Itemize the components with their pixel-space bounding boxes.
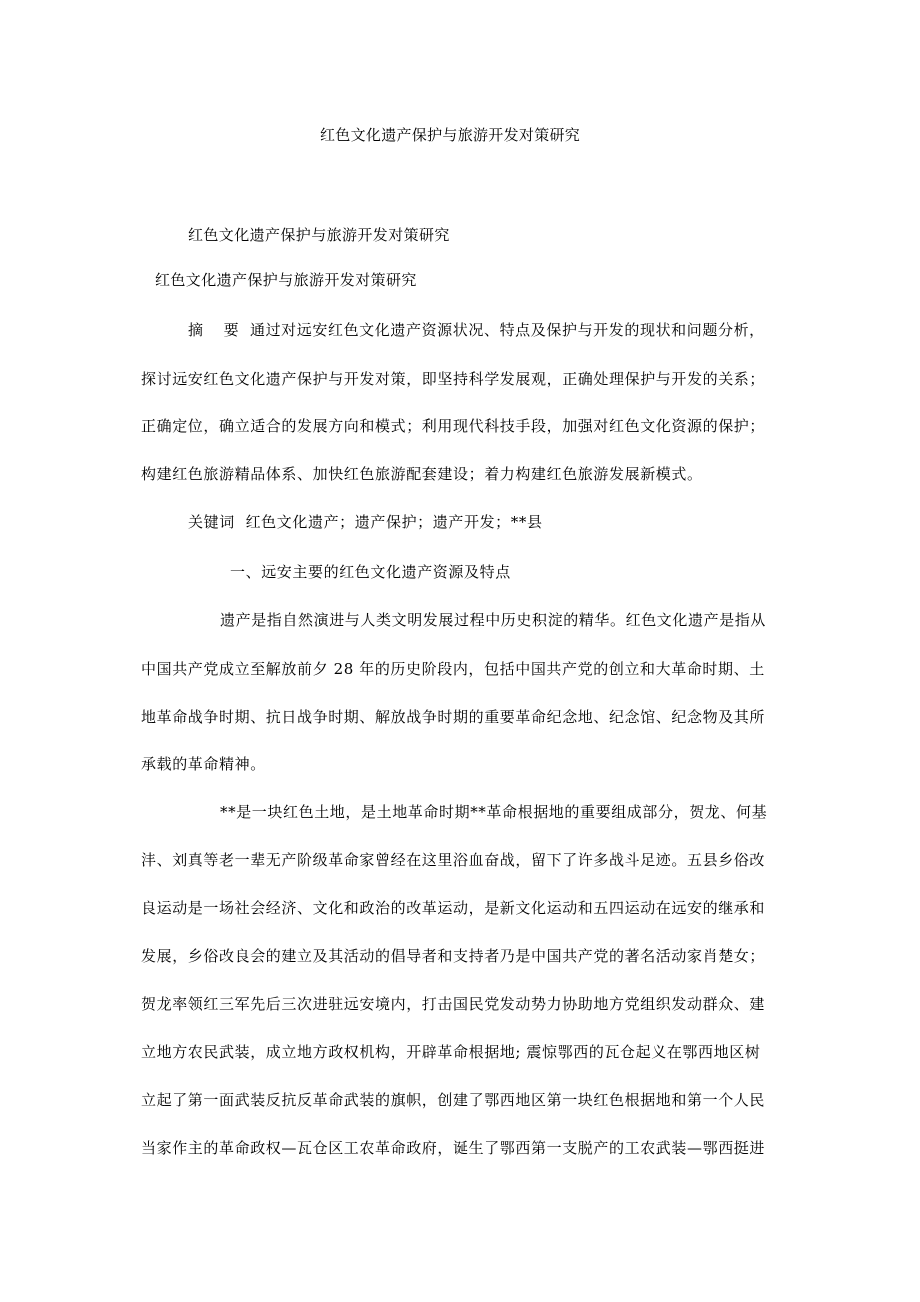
paragraph-line: 当家作主的革命政权—瓦仓区工农革命政府，诞生了鄂西第一支脱产的工农武装—鄂西挺进 (141, 1139, 766, 1157)
paragraph-line: 立起了第一面武装反抗反革命武装的旗帜，创建了鄂西地区第一块红色根据地和第一个人民 (141, 1091, 766, 1109)
paragraph-line: 良运动是一场社会经济、文化和政治的改革运动，是新文化运动和五四运动在远安的继承和 (141, 899, 766, 917)
subtitle-2: 红色文化遗产保护与旅游开发对策研究 (155, 271, 417, 289)
abstract-line: 探讨远安红色文化遗产保护与开发对策，即坚持科学发展观，正确处理保护与开发的关系； (141, 370, 766, 388)
abstract-label-b: 要 (223, 321, 240, 339)
keywords-label: 关键词 (188, 513, 235, 531)
paragraph-line: 立地方农民武装，成立地方政权机构，开辟革命根据地; 震惊鄂西的瓦仓起义在鄂西地区树 (141, 1043, 761, 1061)
abstract-line: 通过对远安红色文化遗产资源状况、特点及保护与开发的现状和问题分析， (249, 321, 765, 339)
abstract-first-line (188, 320, 765, 340)
document-title: 红色文化遗产保护与旅游开发对策研究 (320, 126, 581, 144)
abstract-line: 正确定位，确立适合的发展方向和模式；利用现代科技手段，加强对红色文化资源的保护； (141, 417, 766, 435)
paragraph-line: **是一块红色土地，是土地革命时期**革命根据地的重要组成部分，贺龙、何基 (220, 803, 768, 821)
paragraph-line: 贺龙率领红三军先后三次进驻远安境内，打击国民党发动势力协助地方党组织发动群众、建 (141, 995, 766, 1013)
subtitle-1: 红色文化遗产保护与旅游开发对策研究 (188, 226, 450, 244)
paragraph-line: 地革命战争时期、抗日战争时期、解放战争时期的重要革命纪念地、纪念馆、纪念物及其所 (141, 708, 766, 726)
keywords-line (188, 512, 543, 532)
abstract-line: 构建红色旅游精品体系、加快红色旅游配套建设；着力构建红色旅游发展新模式。 (141, 465, 703, 483)
paragraph-line: 遗产是指自然演进与人类文明发展过程中历史积淀的精华。红色文化遗产是指从 (220, 611, 767, 629)
paragraph-line: 中国共产党成立至解放前夕 28 年的历史阶段内，包括中国共产党的创立和大革命时期、土 (141, 660, 765, 678)
paragraph-line: 承载的革命精神。 (141, 755, 266, 773)
keywords-text: 红色文化遗产；遗产保护；遗产开发；**县 (245, 513, 543, 531)
paragraph-line: 发展，乡俗改良会的建立及其活动的倡导者和支持者乃是中国共产党的著名活动家肖楚女； (141, 947, 766, 965)
paragraph-line: 沣、刘真等老一辈无产阶级革命家曾经在这里浴血奋战，留下了许多战斗足迹。五县乡俗改 (141, 851, 766, 869)
abstract-label-a: 摘 (188, 321, 204, 339)
section-heading: 一、远安主要的红色文化遗产资源及特点 (230, 563, 511, 581)
